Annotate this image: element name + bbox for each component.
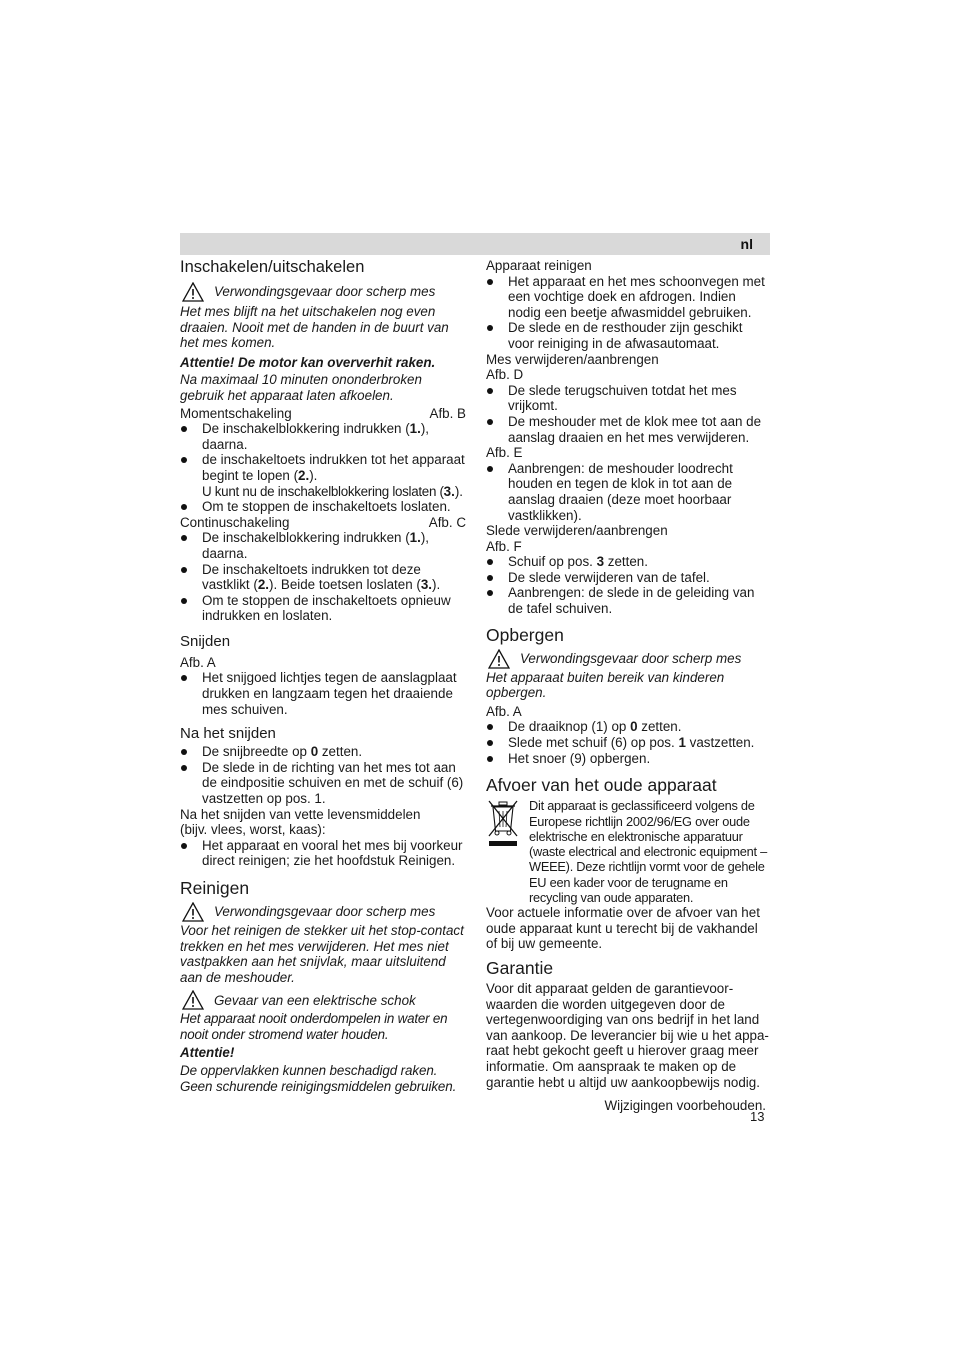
figure-reference: Afb. D: [486, 367, 524, 383]
section-title-cleaning: Reinigen: [180, 878, 250, 898]
section-title-disposal: Afvoer van het oude apparaat: [486, 775, 717, 796]
list-item: Het apparaat en het mes schoonvegen met een vochtige doek en afdrogen. Indien nodig een beetje afwasmiddel gebruiken.: [486, 274, 770, 321]
figure-reference: Afb. E: [486, 445, 523, 461]
list-item: Het snoer (9) opbergen.: [486, 751, 770, 767]
subheading-knife-removal: Mes verwijderen/aanbrengen: [486, 351, 659, 367]
attention-text: Na maximaal 10 minuten ononderbroken gebruik het apparaat laten afkoelen.: [180, 372, 422, 403]
warning-sharp-knife: [486, 649, 770, 669]
list-item: De slede terugschuiven totdat het mes vrijkomt.: [486, 383, 770, 414]
language-bar: [180, 233, 770, 255]
section-title-switching: Inschakelen/uitschakelen: [180, 258, 365, 276]
list-item: De meshouder met de klok mee tot aan de aanslag draaien en het mes verwijderen.: [486, 414, 770, 445]
disposal-text-2: Voor actuele informatie over de afvoer van het oude apparaat kunt u terecht bij de vakhandel of bij uw gemeente.: [486, 905, 760, 952]
subheading-moment-switch: [180, 406, 466, 422]
list-item: De slede verwijderen van de tafel.: [486, 570, 770, 586]
after-cutting-list-2: [180, 838, 466, 869]
subheading-slide-removal: Slede verwijderen/aanbrengen: [486, 523, 668, 539]
warning-sharp-knife: [180, 902, 466, 922]
warning-triangle-icon: [488, 649, 510, 669]
warning-label: Verwondingsgevaar door scherp mes: [214, 904, 436, 920]
warning-text: Het mes blijft na het uitschakelen nog even draaien. Nooit met de handen in de buurt van het mes komen.: [180, 304, 449, 351]
after-cutting-list: [180, 744, 466, 806]
list-item: De snijbreedte op 0 zetten.: [180, 744, 466, 760]
cutting-steps-list: [180, 670, 466, 717]
list-item: De draaiknop (1) op 0 zetten.: [486, 719, 770, 735]
figure-reference: Afb. A: [180, 654, 216, 670]
slide-steps-list: [486, 554, 770, 616]
list-item: De inschakelblokkering indrukken (1.), daarna.: [180, 530, 466, 561]
left-column: [180, 258, 466, 1094]
page-number: 13: [750, 1109, 765, 1124]
moment-steps-list: [180, 421, 466, 515]
list-item: de inschakeltoets indrukken tot het apparaat begint te lopen (2.). U kunt nu de inschakelblokkering loslaten (3.).: [180, 452, 466, 499]
warning-triangle-icon: [182, 990, 204, 1010]
subheading-label: Momentschakeling: [180, 405, 292, 421]
warning-sharp-knife: [180, 282, 466, 302]
warning-text: Het apparaat nooit onderdompelen in water en nooit onder stromend water houden.: [180, 1011, 448, 1042]
warning-triangle-icon: [182, 282, 204, 302]
storage-steps-list: [486, 719, 770, 766]
list-item: De inschakelblokkering indrukken (1.), daarna.: [180, 421, 466, 452]
paragraph: Na het snijden van vette levensmiddelen (bijv. vlees, worst, kaas):: [180, 806, 421, 838]
attention-heading: Attentie!: [180, 1044, 235, 1060]
list-item: Aanbrengen: de meshouder loodrecht houden en tegen de klok in tot aan de aanslag draaien (deze moet hoorbaar vastklikken).: [486, 461, 770, 523]
disposal-text: Dit apparaat is geclassificeerd volgens de Europese richtlijn 2002/96/EG over oude elektrische en elektronische apparatuur (waste electrical and electronic equipment – WEEE). Deze richtlijn vormt voor de gehele EU een kader voor de terugname en recycling van oude apparaten.: [529, 798, 767, 905]
figure-reference: Afb. C: [428, 514, 466, 530]
changes-reserved: Wijzigingen voorbehouden.: [604, 1098, 766, 1114]
continuous-steps-list: [180, 530, 466, 624]
warning-text: Voor het reinigen de stekker uit het stop-contact trekken en het mes verwijderen. Het mes niet vastpakken aan het snijvlak, maar uitsluitend aan de meshouder.: [180, 923, 464, 985]
subheading-label: Continuschakeling: [180, 514, 290, 530]
section-title-warranty: Garantie: [486, 958, 554, 979]
subheading-continuous-switch: [180, 515, 466, 531]
list-item: De inschakeltoets indrukken tot deze vastklikt (2.). Beide toetsen loslaten (3.).: [180, 562, 466, 593]
list-item: Het apparaat en vooral het mes bij voorkeur direct reinigen; zie het hoofdstuk Reinigen.: [180, 838, 466, 869]
cleaning-steps-list: [486, 274, 770, 352]
list-item: De slede in de richting van het mes tot aan de eindpositie schuiven en met de schuif (6) vastzetten op pos. 1.: [180, 760, 466, 807]
warranty-text: Voor dit apparaat gelden de garantievoor-waarden die worden uitgegeven door de vertegenwoordiging van ons bedrijf in het land van aankoop. De leverancier bij wie u het appa-raat hebt gekocht geeft u hierover graag meer informatie. Om aanspraak te maken op de garantie hebt u altijd uw aankoopbewijs nodig.: [486, 981, 769, 1090]
list-item: De slede en de resthouder zijn geschikt voor reiniging in de afwasautomaat.: [486, 320, 770, 351]
list-item: Om te stoppen de inschakeltoets opnieuw indrukken en loslaten.: [180, 593, 466, 624]
section-title-storage: Opbergen: [486, 624, 564, 645]
warning-label: Verwondingsgevaar door scherp mes: [214, 284, 436, 300]
warning-triangle-icon: [182, 902, 204, 922]
subheading-device-cleaning: Apparaat reinigen: [486, 258, 592, 273]
list-item: Aanbrengen: de slede in de geleiding van de tafel schuiven.: [486, 585, 770, 616]
attention-heading: Attentie! De motor kan oververhit raken.: [180, 354, 436, 370]
list-item: Slede met schuif (6) op pos. 1 vastzetten.: [486, 735, 770, 751]
crossed-out-wheelie-bin-icon: [486, 798, 520, 848]
section-title-after-cutting: Na het snijden: [180, 725, 276, 743]
knife-steps-list-2: [486, 461, 770, 523]
list-item: Het snijgoed lichtjes tegen de aanslagplaat drukken en langzaam tegen het draaiende mes schuiven.: [180, 670, 466, 717]
warning-text: Het apparaat buiten bereik van kinderen opbergen.: [486, 669, 725, 701]
section-title-cutting: Snijden: [180, 632, 231, 650]
figure-reference: Afb. A: [486, 703, 522, 719]
warning-label: Gevaar van een elektrische schok: [214, 992, 416, 1008]
weee-block: [486, 798, 770, 905]
figure-reference: Afb. B: [429, 405, 466, 421]
attention-text: De oppervlakken kunnen beschadigd raken. Geen schurende reinigingsmiddelen gebruiken.: [180, 1063, 457, 1094]
warning-label: Verwondingsgevaar door scherp mes: [520, 650, 742, 666]
language-code: nl: [740, 236, 753, 252]
list-item: Schuif op pos. 3 zetten.: [486, 554, 770, 570]
knife-steps-list: [486, 383, 770, 445]
right-column: [486, 258, 770, 1114]
weee-icon-wrapper: [486, 798, 520, 905]
list-item: Om te stoppen de inschakeltoets loslaten.: [180, 499, 466, 515]
warning-electric-shock: [180, 990, 466, 1010]
figure-reference: Afb. F: [486, 538, 522, 554]
